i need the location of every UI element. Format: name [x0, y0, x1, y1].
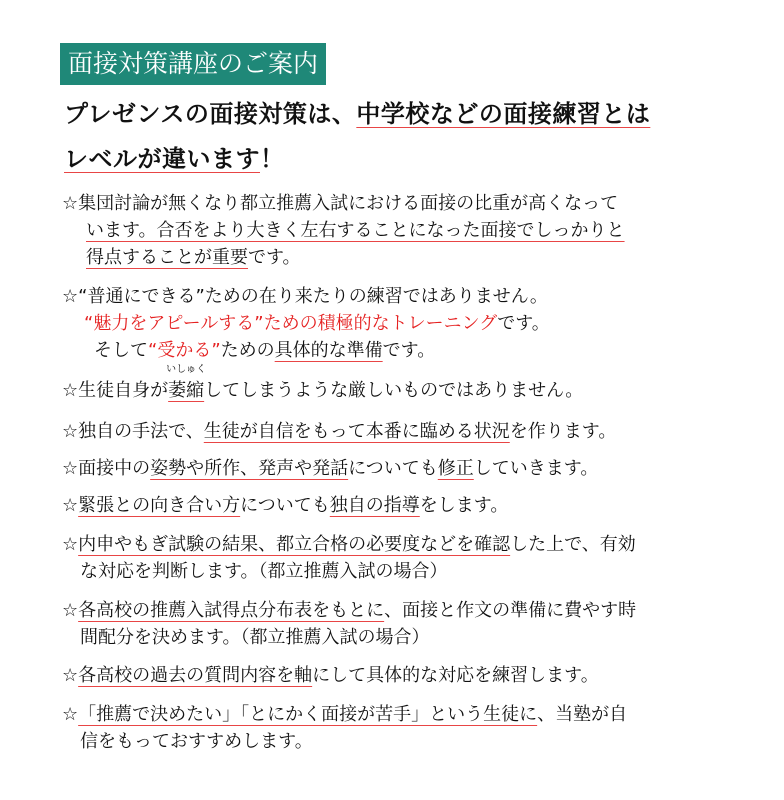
star-icon: ☆ — [62, 665, 79, 686]
item-text: ☆生徒自身が — [62, 380, 169, 401]
item-text: ☆独自の手法で、 — [62, 421, 204, 442]
list-item-2-line-2 — [84, 310, 550, 338]
item-highlight-red: “魅力をアピールする”ための積極的なトレーニング — [84, 313, 498, 334]
star-icon: ☆ — [62, 193, 79, 214]
list-item-1 — [62, 190, 618, 218]
item-text: 間配分を決めます。（都立推薦入試の場合） — [80, 627, 430, 648]
item-highlight: 得点することが重要 — [86, 247, 248, 268]
list-item-10-line-2 — [80, 728, 313, 756]
list-item-4 — [62, 418, 616, 446]
item-highlight: 萎縮 — [168, 380, 205, 401]
item-text: していきます。 — [473, 458, 599, 479]
headline-text: ！ — [260, 145, 285, 173]
headline-highlight: レベルが違います — [64, 145, 260, 173]
star-icon: ☆ — [62, 704, 79, 725]
star-icon: ☆ — [62, 600, 79, 621]
star-icon: ☆ — [62, 495, 79, 516]
headline-highlight: 中学校などの面接練習とは — [356, 100, 651, 128]
item-text: してしまうような厳しいものではありません。 — [204, 380, 584, 401]
item-highlight: 姿勢や所作、発声や発話 — [150, 458, 349, 479]
list-item-8 — [62, 597, 636, 625]
item-highlight: 具体的な準備 — [274, 340, 383, 361]
list-item-7-line-2 — [80, 558, 448, 586]
ruby-annotation: いしゅく — [166, 364, 207, 375]
page-title: 面接対策講座のご案内 — [60, 43, 326, 85]
item-text: 、当塾が自 — [537, 704, 628, 725]
item-text: 信をもっておすすめします。 — [80, 731, 313, 752]
item-text: にして具体的な対応を練習します。 — [312, 665, 599, 686]
list-item-8-line-2 — [80, 624, 430, 652]
item-text: についても — [348, 458, 438, 479]
headline-line-1 — [64, 98, 650, 130]
list-item-6 — [62, 492, 508, 520]
item-text: な対応を判断します。（都立推薦入試の場合） — [80, 561, 448, 582]
item-text: です。 — [497, 313, 550, 334]
item-highlight: 各高校の過去の質問内容を軸 — [78, 665, 313, 686]
headline-line-2 — [64, 143, 285, 175]
item-text: 集団討論が無くなり都立推薦入試における面接の比重が高くなって — [78, 193, 619, 214]
item-text: 、面接と作文の準備に費やす時 — [384, 600, 637, 621]
list-item-10 — [62, 701, 627, 729]
star-icon: ☆ — [62, 534, 79, 555]
item-text: です。 — [382, 340, 436, 361]
item-text: をします。 — [419, 495, 509, 516]
list-item-7 — [62, 531, 636, 559]
item-text: した上で、有効 — [510, 534, 636, 555]
list-item-3 — [62, 364, 584, 405]
item-highlight: 生徒が自信をもって本番に臨める状況 — [203, 421, 510, 442]
item-text: についても — [240, 495, 330, 516]
item-highlight: 「推薦で決めたい」「とにかく面接が苦手」という生徒に — [78, 704, 538, 725]
item-text: います。合否をより大きく左右することになった面接でしっかりと — [86, 220, 625, 241]
item-text: ☆“普通にできる”ための在り来たりの練習ではありません。 — [62, 286, 548, 307]
item-highlight: 内申やもぎ試験の結果、都立合格の必要度などを確認 — [78, 534, 511, 555]
item-highlight: 各高校の推薦入試得点分布表をもとに — [78, 600, 385, 621]
list-item-2-line-3 — [94, 337, 435, 365]
item-text: です。 — [248, 247, 301, 268]
list-item-1-line-3 — [86, 244, 301, 272]
headline-text: プレゼンスの面接対策は、 — [64, 100, 357, 128]
item-text: そして — [94, 340, 148, 361]
item-text: ための — [220, 340, 275, 361]
ruby-word — [166, 364, 207, 405]
list-item-5 — [62, 455, 598, 483]
item-highlight: 独自の指導 — [329, 495, 420, 516]
item-text: を作ります。 — [509, 421, 617, 442]
list-item-1-line-2 — [86, 217, 625, 245]
item-highlight-red: “受かる” — [148, 340, 221, 361]
item-highlight: 修正 — [437, 458, 474, 479]
list-item-2 — [62, 283, 548, 311]
item-highlight: 緊張との向き合い方 — [78, 495, 241, 516]
item-text: ☆面接中の — [62, 458, 151, 479]
list-item-9 — [62, 662, 599, 690]
